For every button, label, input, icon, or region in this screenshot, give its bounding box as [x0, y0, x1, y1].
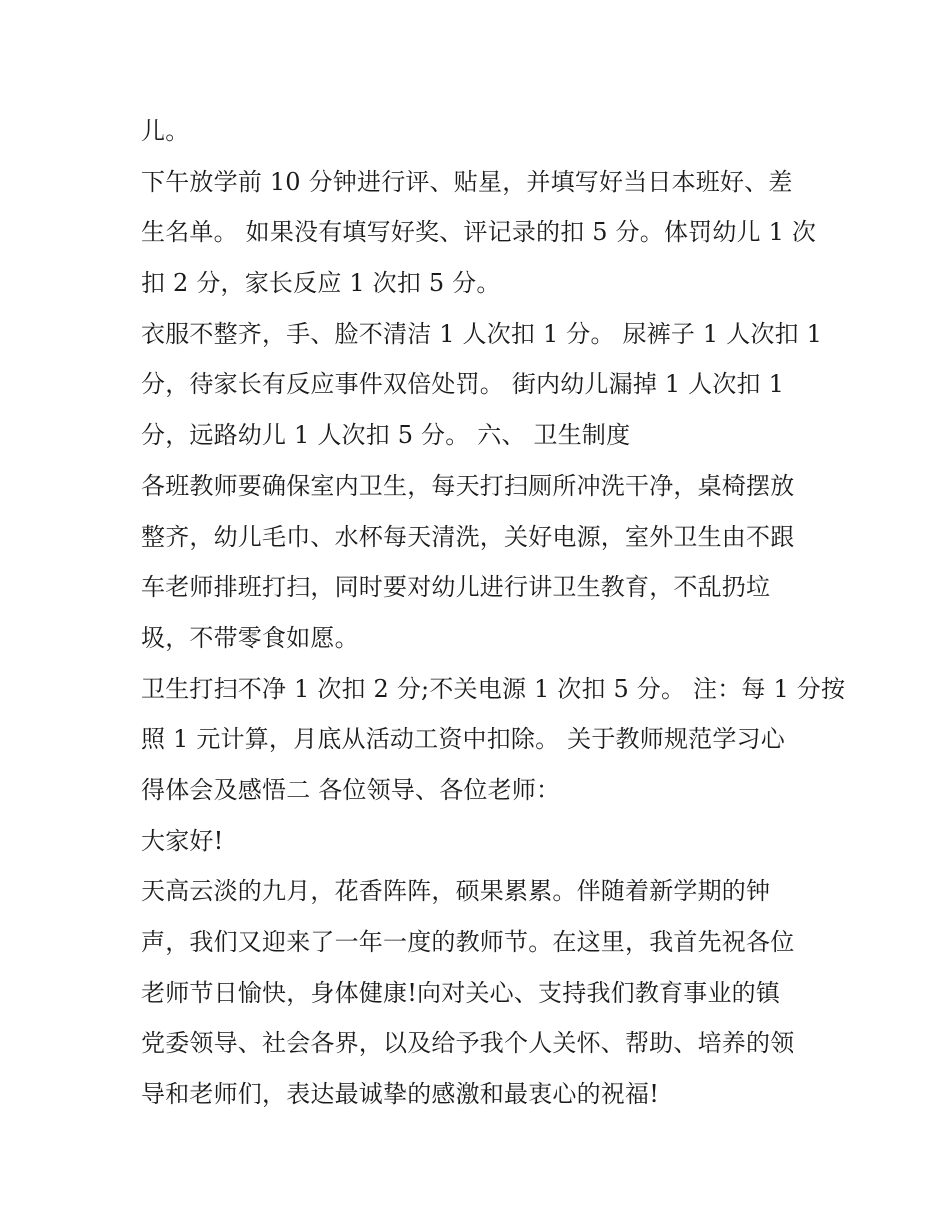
text-line: 照 1 元计算，月底从活动工资中扣除。 关于教师规范学习心 [141, 725, 785, 754]
text-line: 得体会及感悟二 各位领导、各位老师： [141, 775, 561, 804]
text-line: 车老师排班打扫，同时要对幼儿进行讲卫生教育，不乱扔垃 [141, 573, 771, 602]
text-line: 分，待家长有反应事件双倍处罚。 街内幼儿漏掉 1 人次扣 1 [141, 370, 785, 399]
text-line: 导和老师们，表达最诚挚的感激和最衷心的祝福! [141, 1080, 660, 1109]
text-line: 整齐，幼儿毛巾、水杯每天清洗，关好电源，室外卫生由不跟 [141, 522, 795, 551]
text-line: 卫生打扫不净 1 次扣 2 分;不关电源 1 次扣 5 分。 注：每 1 分按 [141, 674, 846, 703]
text-line: 老师节日愉快，身体健康!向对关心、支持我们教育事业的镇 [141, 978, 781, 1007]
text-line: 儿。 [141, 117, 190, 145]
text-line: 扣 2 分，家长反应 1 次扣 5 分。 [141, 269, 501, 298]
text-line: 下午放学前 10 分钟进行评、贴星，并填写好当日本班好、差 [141, 167, 793, 196]
text-line: 圾，不带零食如愿。 [141, 623, 359, 652]
text-line: 大家好! [141, 826, 224, 855]
text-line: 声，我们又迎来了一年一度的教师节。在这里，我首先祝各位 [141, 928, 795, 956]
text-line: 分，远路幼儿 1 人次扣 5 分。 六、 卫生制度 [141, 421, 631, 450]
text-line: 衣服不整齐，手、脸不清洁 1 人次扣 1 分。 尿裤子 1 人次扣 1 [141, 319, 823, 348]
text-line: 天高云淡的九月，花香阵阵，硕果累累。伴随着新学期的钟 [141, 877, 771, 906]
document-body [141, 106, 846, 1120]
text-line: 生名单。 如果没有填写好奖、评记录的扣 5 分。体罚幼儿 1 次 [141, 218, 817, 247]
text-line: 各班教师要确保室内卫生，每天打扫厕所冲洗干净，桌椅摆放 [141, 471, 795, 500]
text-line: 党委领导、社会各界，以及给予我个人关怀、帮助、培养的领 [141, 1029, 795, 1058]
